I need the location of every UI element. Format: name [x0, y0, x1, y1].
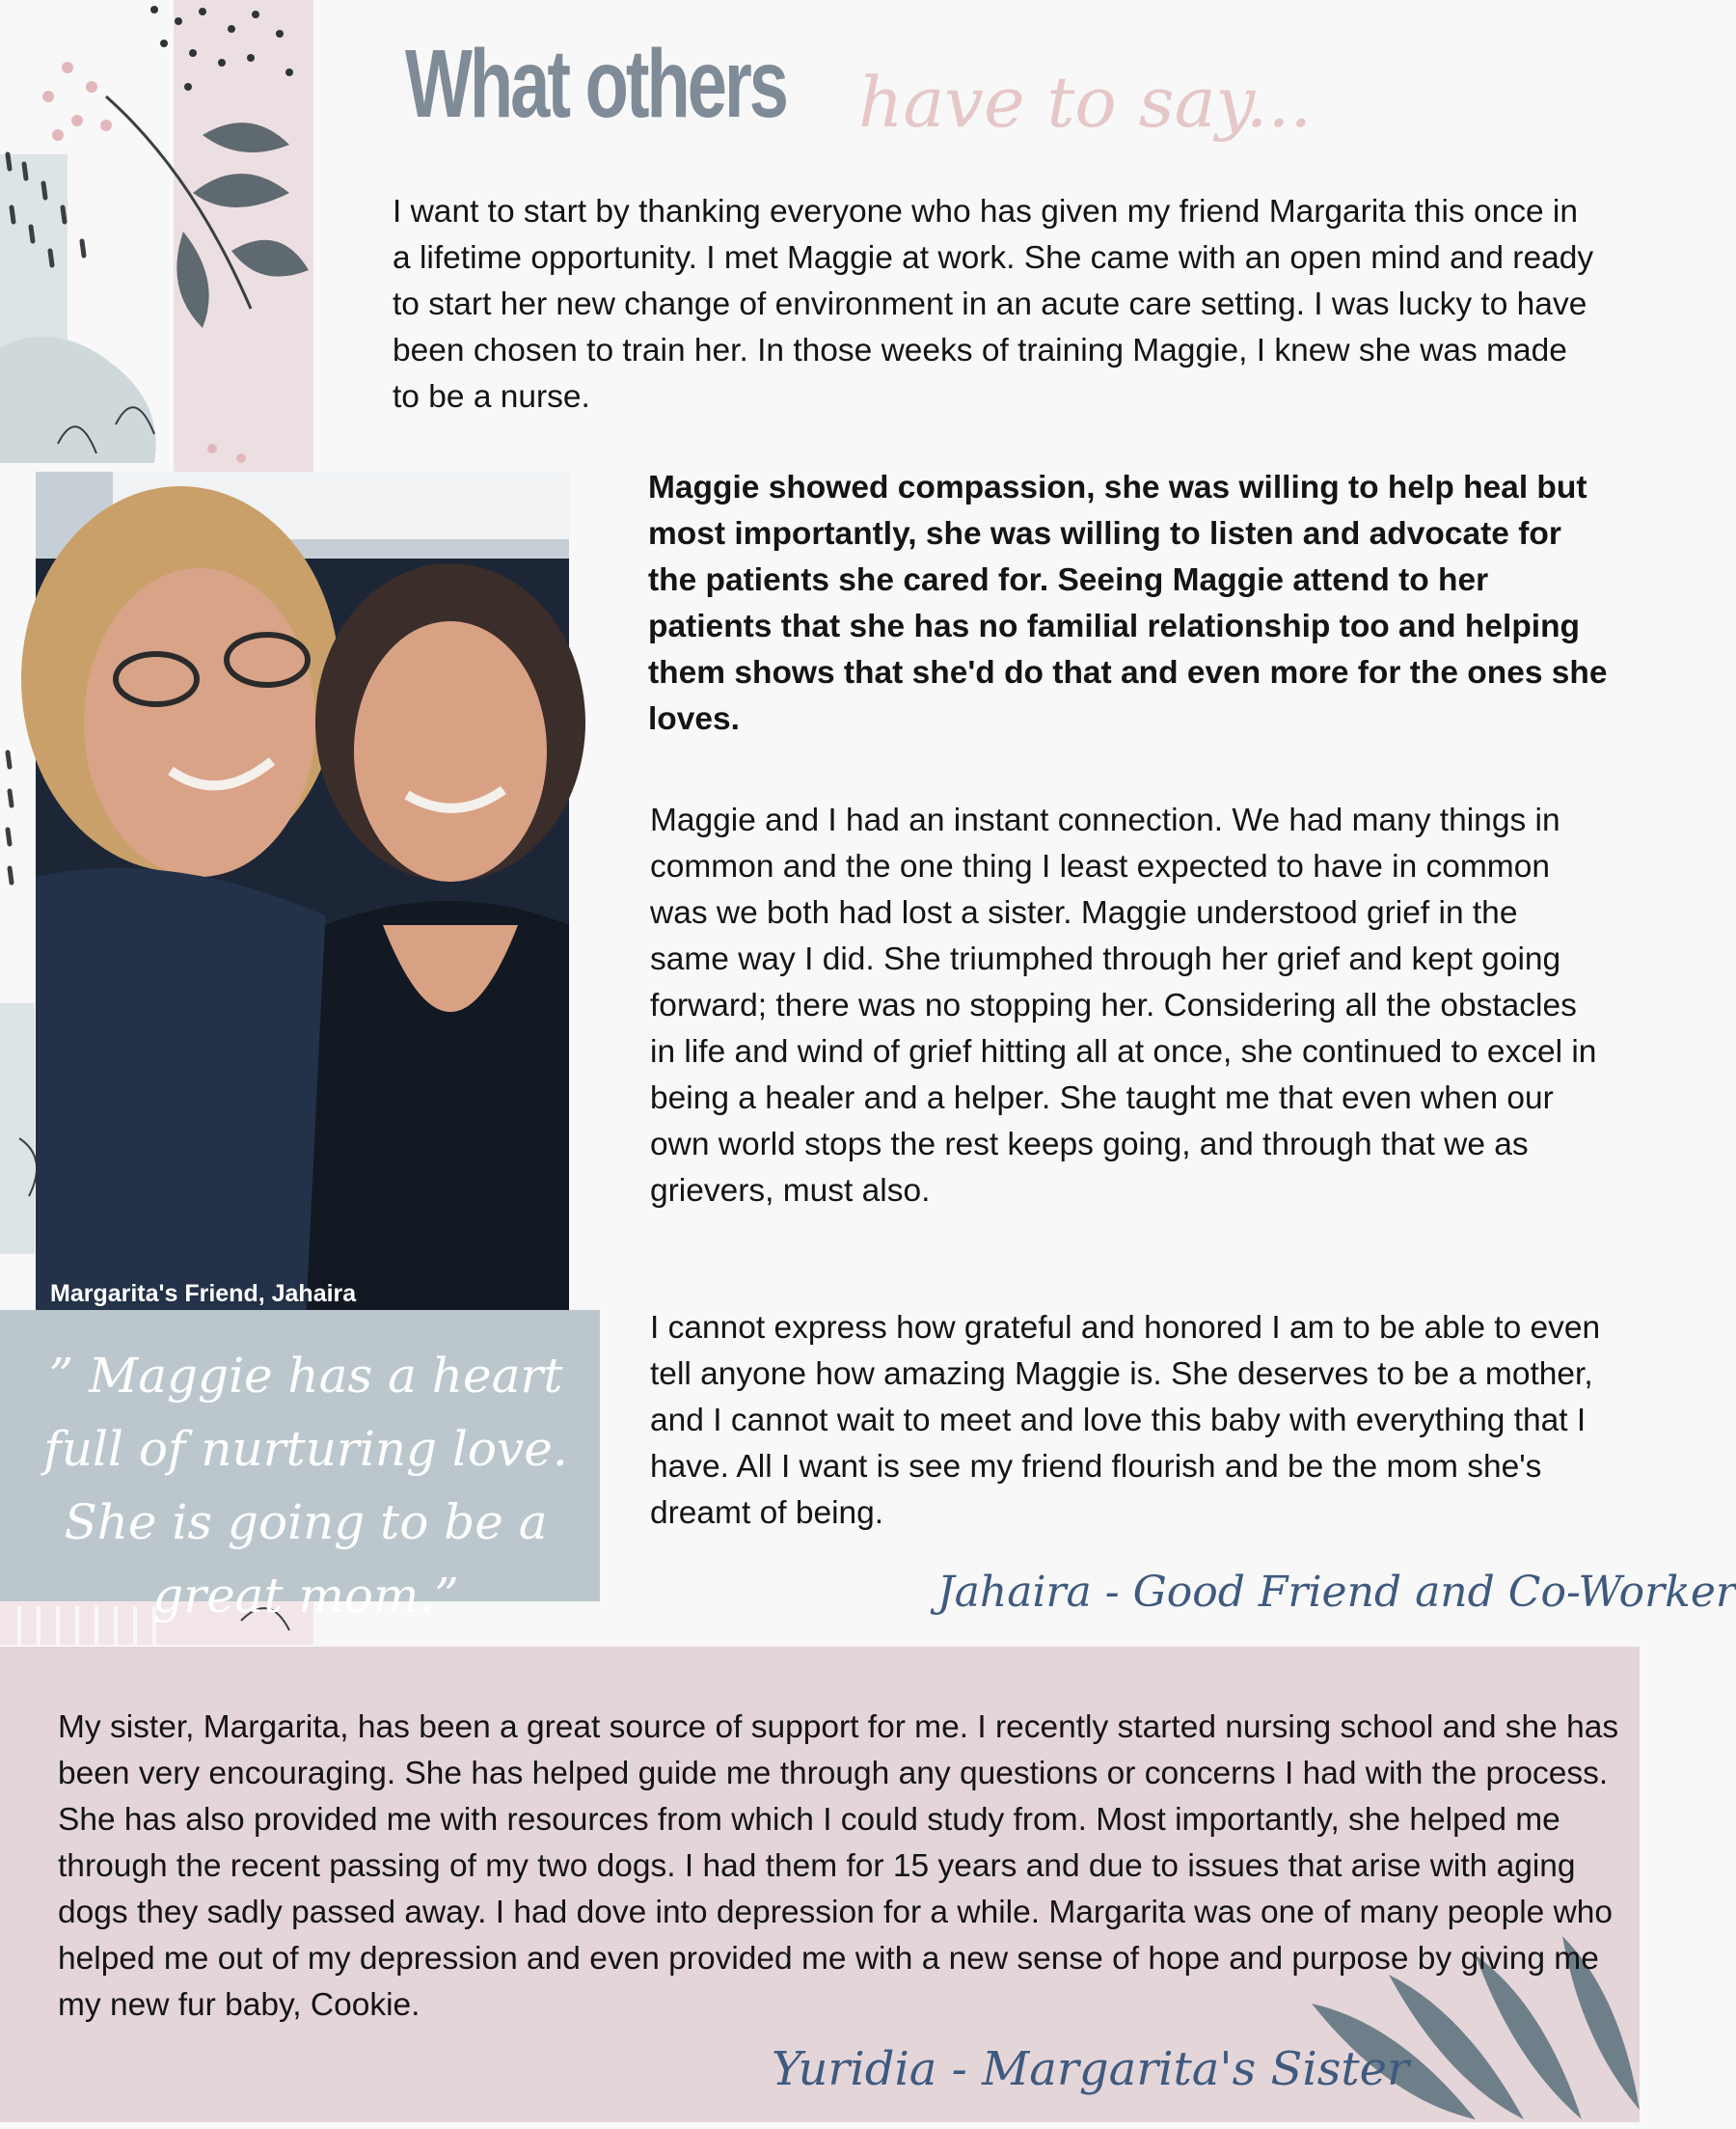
testimonial-intro: I want to start by thanking everyone who has given my friend Margarita this once in a lifetime opportunity. I met Maggie at work. She came with an open mind and ready to start her new change of environment in an acute care setting. I was lucky to have been chosen to train her. In those weeks of training Maggie, I knew she was made to be a nurse. — [393, 194, 1594, 415]
page-title — [405, 29, 1313, 143]
title-script: have to say... — [858, 62, 1313, 143]
title-main: What others — [405, 30, 787, 138]
signature-yuridia: Yuridia - Margarita's Sister — [772, 2042, 1410, 2096]
photo-caption: Margarita's Friend, Jahaira — [50, 1280, 357, 1307]
sister-testimonial-section — [0, 1647, 1640, 2122]
signature-jahaira: Jahaira - Good Friend and Co-Worker — [937, 1568, 1736, 1617]
testimonial-highlight: Maggie showed compassion, she was willing to help heal but most importantly, she was willing to listen and advocate for the patients she cared for. Seeing Maggie attend to her patients that she has no familial relationship too and helping them shows that she'd do that and even more for the ones she loves. — [648, 470, 1608, 737]
sister-testimonial: My sister, Margarita, has been a great source of support for me. I recently started nursing school and she has been very encouraging. She has helped guide me through any questions or concerns I had with the process. She has also provided me with resources from which I could study from. Most importantly, she helped me through the recent passing of my two dogs. I had them for 15 years and due to issues that arise with aging dogs they sadly passed away. I had dove into depression for a while. Margarita was one of many people who helped me out of my depression and even provided me with a new sense of hope and purpose by giving me my new fur baby, Cookie. — [58, 1709, 1619, 2023]
pull-quote: ” Maggie has a heart full of nurturing love. She is going to be a great mom.” — [43, 1348, 568, 1624]
pull-quote-box — [0, 1310, 600, 1624]
friend-photo — [36, 472, 569, 1320]
testimonial-paragraph-2: Maggie and I had an instant connection. We had many things in common and the one thing I least expected to have in common was we both had lost a sister. Maggie understood grief in the same way I did. She triumphed through her grief and kept going forward; there was no stopping her. Considering all the obstacles in life and wind of grief hitting all at once, she continued to excel in being a healer and a helper. She taught me that even when our own world stops the rest keeps going, and through that we as grievers, must also. — [650, 803, 1597, 1209]
photo-illustration — [36, 472, 569, 1320]
testimonial-paragraph-3: I cannot express how grateful and honored I am to be able to even tell anyone how amazing Maggie is. She deserves to be a mother, and I cannot wait to meet and love this baby with everything that I have. All I want is see my friend flourish and be the mom she's dreamt of being. — [650, 1310, 1601, 1531]
